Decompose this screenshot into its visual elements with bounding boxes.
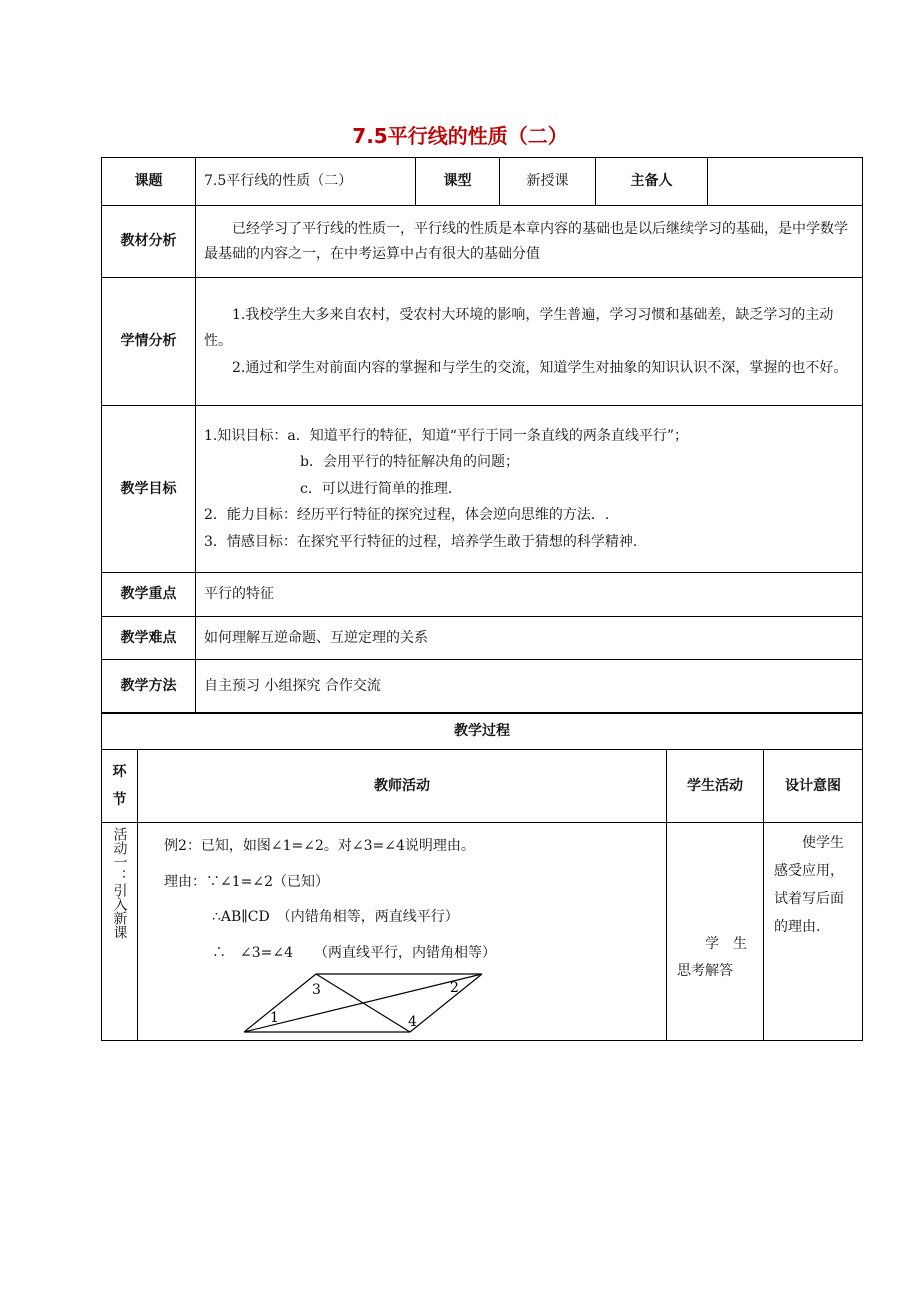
difficulty-row <box>102 617 863 660</box>
lesson-info-table <box>101 157 863 714</box>
stage-text: 活动一：引入新课 <box>111 827 128 939</box>
page-title: 7.5平行线的性质（二） <box>352 124 568 148</box>
angle-1-label: 1 <box>270 1009 279 1026</box>
process-header-row <box>102 750 863 823</box>
student-cell <box>667 823 764 1041</box>
difficulty-label: 教学难点 <box>102 617 196 660</box>
preparer-value <box>708 158 863 206</box>
design-header: 设计意图 <box>764 750 863 823</box>
topic-value: 7.5平行线的性质（二） <box>196 158 416 206</box>
key-text: 平行的特征 <box>196 573 863 617</box>
goals-l5: 3．情感目标：在探究平行特征的过程，培养学生敢于猜想的科学精神. <box>204 533 638 550</box>
angle-2-label: 2 <box>450 979 459 996</box>
goals-label: 教学目标 <box>102 406 196 573</box>
material-label: 教材分析 <box>102 206 196 278</box>
goals-l4: 2．能力目标：经历平行特征的探究过程，体会逆向思维的方法．. <box>204 507 610 524</box>
stage-cell <box>102 823 138 1041</box>
key-row <box>102 573 863 617</box>
process-title: 教学过程 <box>102 713 863 750</box>
angle-4-label: 4 <box>408 1013 417 1030</box>
method-row <box>102 660 863 714</box>
teaching-process-table <box>101 712 863 1041</box>
student-text: 学 生思考解答 <box>677 936 747 979</box>
process-title-row <box>102 713 863 750</box>
angle-3-label: 3 <box>312 981 321 998</box>
type-label: 课型 <box>416 158 500 206</box>
stage-header <box>102 750 138 823</box>
topic-label: 课题 <box>102 158 196 206</box>
teacher-l2: 理由：∵∠1=∠2（已知） <box>164 873 330 890</box>
design-text: 使学生感受应用，试着写后面的理由. <box>774 835 844 935</box>
students-p1: 1.我校学生大多来自农村，受农村大环境的影响，学生普遍，学习习惯和基础差，缺乏学习的主动性。 <box>204 306 834 350</box>
students-row <box>102 278 863 406</box>
preparer-label: 主备人 <box>596 158 708 206</box>
parallel-lines-figure <box>244 972 504 1038</box>
difficulty-text: 如何理解互逆命题、互逆定理的关系 <box>196 617 863 660</box>
students-p2: 2.通过和学生对前面内容的掌握和与学生的交流，知道学生对抽象的知识认识不深，掌握的也不好。 <box>232 359 848 376</box>
teacher-l1: 例2：已知，如图∠1=∠2。对∠3=∠4说明理由。 <box>164 838 475 854</box>
stage-header-text: 环节 <box>112 764 127 808</box>
header-row <box>102 158 863 206</box>
method-label: 教学方法 <box>102 660 196 714</box>
diagonal-bd <box>316 974 410 1032</box>
goals-l1: 1.知识目标：a．知道平行的特征，知道“平行于同一条直线的两条直线平行”； <box>204 427 689 444</box>
material-row <box>102 206 863 278</box>
goals-row <box>102 406 863 573</box>
type-value: 新授课 <box>500 158 596 206</box>
activity-row <box>102 823 863 1041</box>
method-text: 自主预习 小组探究 合作交流 <box>196 660 863 714</box>
student-header: 学生活动 <box>667 750 764 823</box>
goals-l2: b．会用平行的特征解决角的问题； <box>300 454 519 471</box>
students-label: 学情分析 <box>102 278 196 406</box>
teacher-cell <box>138 823 667 1041</box>
key-label: 教学重点 <box>102 573 196 617</box>
design-cell <box>764 823 863 1041</box>
goals-l3: c．可以进行简单的推理. <box>300 480 453 497</box>
teacher-header: 教师活动 <box>138 750 667 823</box>
teacher-l3: ∴AB∥CD （内错角相等，两直线平行） <box>212 909 459 926</box>
teacher-l4: ∴ ∠3=∠4 （两直线平行，内错角相等） <box>212 945 497 962</box>
material-text: 已经学习了平行线的性质一，平行线的性质是本章内容的基础也是以后继续学习的基础，是中学数学最基础的内容之一，在中考运算中占有很大的基础分值 <box>204 221 848 262</box>
